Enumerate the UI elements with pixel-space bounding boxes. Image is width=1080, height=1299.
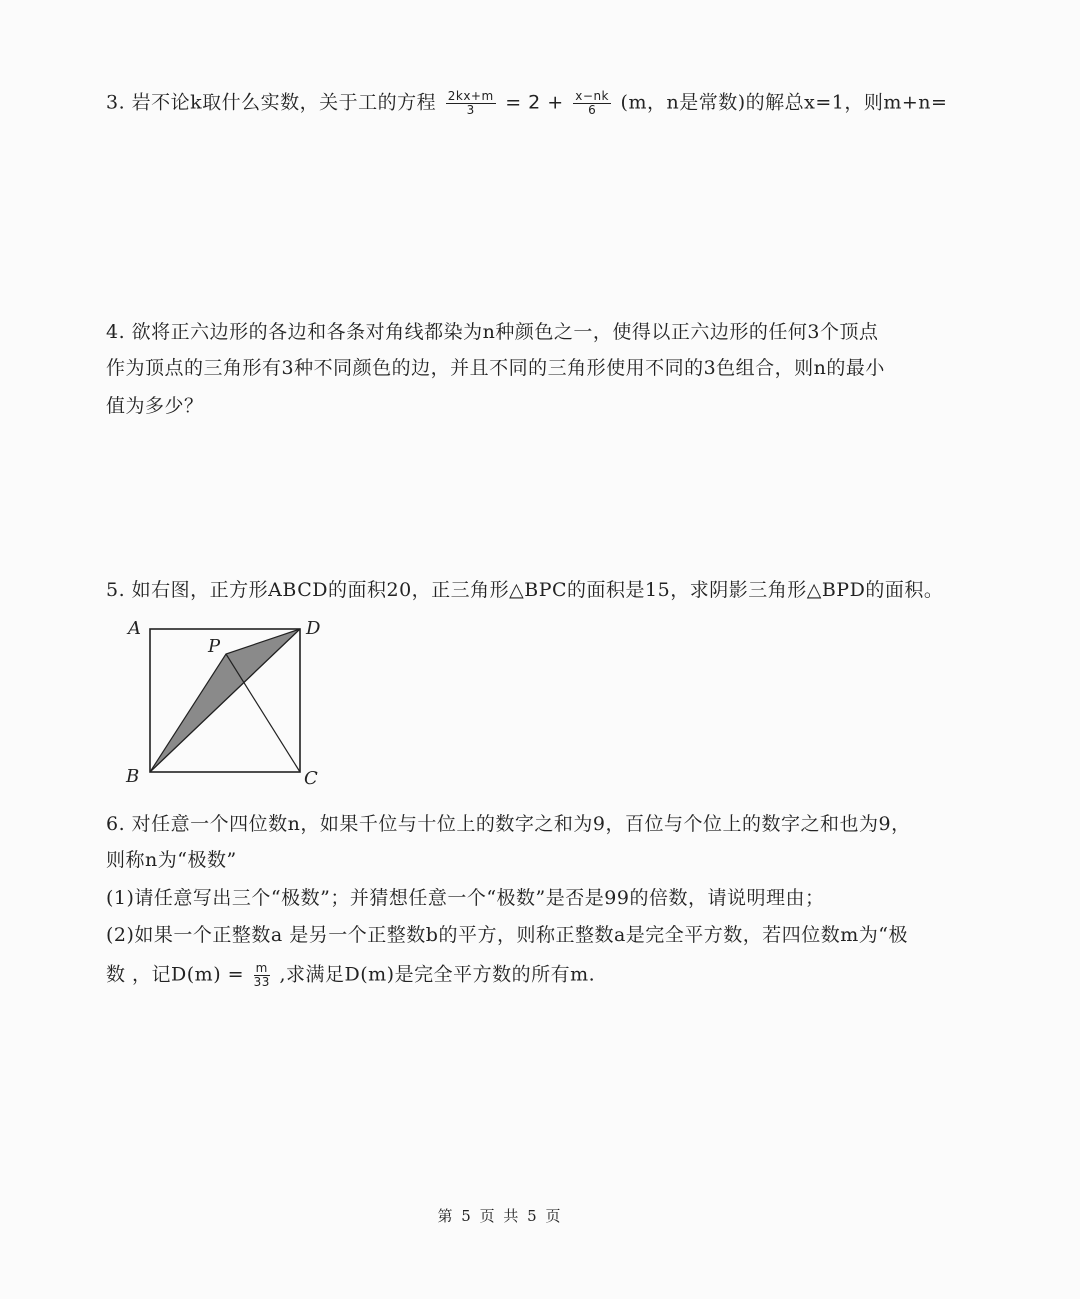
q6-part-2-line-2 <box>106 962 595 989</box>
q6-line-1: 6. 对任意一个四位数n，如果千位与十位上的数字之和为9，百位与个位上的数字之和也为9， <box>106 813 911 835</box>
q3-middle: = 2 + <box>505 91 564 114</box>
q5-text: 5. 如右图，正方形ABCD的面积20，正三角形△BPC的面积是15，求阴影三角形△BPD的面积。 <box>106 579 944 601</box>
q3-fraction-2 <box>573 90 611 117</box>
q3-frac2-denominator: 6 <box>588 103 597 117</box>
q3-prefix: 3. 岩不论k取什么实数，关于工的方程 <box>106 91 437 114</box>
q6-part2-suffix: ,求满足D(m)是完全平方数的所有m. <box>279 963 596 986</box>
label-p: P <box>208 636 221 657</box>
q6-part-2-line-1: (2)如果一个正整数a 是另一个正整数b的平方，则称正整数a是完全平方数，若四位数m为“极 <box>106 924 909 946</box>
label-c: C <box>304 768 318 789</box>
label-a: A <box>128 618 141 639</box>
q6-fraction <box>254 962 270 989</box>
q5-geometry-figure <box>120 612 340 792</box>
q6-frac-numerator: m <box>254 962 270 976</box>
q4-line-2: 作为顶点的三角形有3种不同颜色的边，并且不同的三角形使用不同的3色组合，则n的最小 <box>106 357 885 379</box>
segment-pc <box>226 654 300 772</box>
q4-line-1: 4. 欲将正六边形的各边和各条对角线都染为n种颜色之一，使得以正六边形的任何3个顶点 <box>106 321 879 343</box>
q6-line-2: 则称n为“极数” <box>106 849 237 871</box>
q6-part2-prefix: 数 ，记D(m) = <box>106 963 245 986</box>
question-3 <box>106 90 947 117</box>
label-b: B <box>126 766 140 787</box>
q3-suffix: (m，n是常数)的解总x=1，则m+n= <box>620 91 948 114</box>
q4-line-3: 值为多少？ <box>106 395 204 417</box>
label-d: D <box>306 618 321 639</box>
q3-fraction-1 <box>446 90 496 117</box>
q6-part-1: (1)请任意写出三个“极数”；并猜想任意一个“极数”是否是99的倍数，请说明理由； <box>106 887 825 909</box>
q3-frac1-denominator: 3 <box>466 103 475 117</box>
q3-frac2-numerator: x−nk <box>575 89 609 103</box>
diagonal-bd <box>150 629 300 772</box>
q3-frac1-numerator: 2kx+m <box>447 89 494 103</box>
page-footer: 第 5 页 共 5 页 <box>437 1207 563 1225</box>
q6-frac-denominator: 33 <box>253 975 270 989</box>
